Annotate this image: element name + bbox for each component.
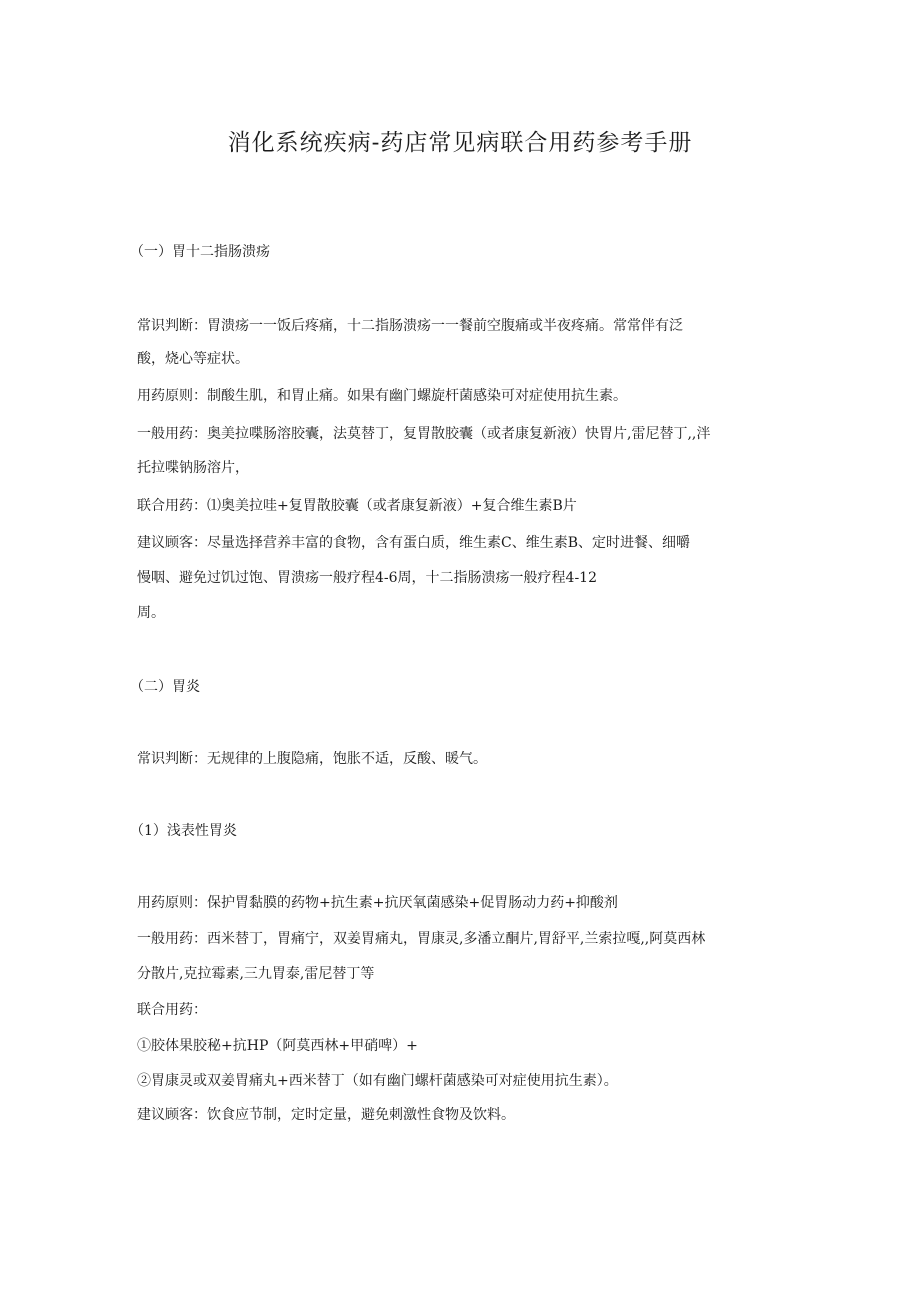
paragraph-line: 建议顾客：饮食应节制，定时定量，避免刺激性食物及饮料。 (137, 1107, 515, 1123)
paragraph-line: 用药原则：保护胃黏膜的药物+抗生素+抗厌氧菌感染+促胃肠动力药+抑酸剂 (137, 895, 618, 911)
paragraph-line: 托拉喋钠肠溶片， (137, 460, 249, 476)
page-title: 消化系统疾病-药店常见病联合用药参考手册 (227, 130, 693, 156)
paragraph-line: 一般用药：西米替丁，胃痛宁，双姜胃痛丸，胃康灵,多潘立酮片,胃舒平,兰索拉嘎,,阿莫西林 (137, 931, 706, 947)
section-heading-gastritis: （二）胃炎 (130, 679, 200, 695)
paragraph-line: 分散片,克拉霉素,三九胃泰,雷尼替丁等 (137, 966, 375, 982)
paragraph-line: 联合用药：⑴奥美拉哇+复胃散胶囊（或者康复新液）+复合维生素B片 (137, 498, 577, 514)
paragraph-line: ②胃康灵或双姜胃痛丸+西米替丁（如有幽门螺杆菌感染可对症使用抗生素）。 (137, 1073, 618, 1089)
paragraph-line: ①胶体果胶秘+抗HP（阿莫西林+甲硝啤）+ (137, 1038, 418, 1054)
paragraph-line: 慢咽、避免过饥过饱、胃溃疡一般疗程4-6周，十二指肠溃疡一般疗程4-12 (137, 570, 597, 586)
subsection-heading-superficial-gastritis: （1）浅表性胃炎 (130, 823, 237, 839)
paragraph-line: 一般用药：奥美拉喋肠溶胶囊，法莫替丁，复胃散胶囊（或者康复新液）快胃片,雷尼替丁,,泮 (137, 426, 711, 442)
paragraph-line: 常识判断：胃溃疡一一饭后疼痛，十二指肠溃疡一一餐前空腹痛或半夜疼痛。常常伴有泛 (137, 318, 683, 334)
paragraph-line: 用药原则：制酸生肌，和胃止痛。如果有幽门螺旋杆菌感染可对症使用抗生素。 (137, 388, 627, 404)
paragraph-line: 常识判断：无规律的上腹隐痛，饱胀不适，反酸、暖气。 (137, 751, 487, 767)
paragraph-line: 酸，烧心等症状。 (137, 351, 249, 367)
section-heading-ulcer: （一）胃十二指肠溃疡 (130, 244, 270, 260)
paragraph-line: 联合用药： (137, 1002, 207, 1018)
paragraph-line: 建议顾客：尽量选择营养丰富的食物，含有蛋白质，维生素C、维生素B、定时进餐、细嚼 (137, 535, 690, 551)
paragraph-line: 周。 (137, 605, 165, 621)
